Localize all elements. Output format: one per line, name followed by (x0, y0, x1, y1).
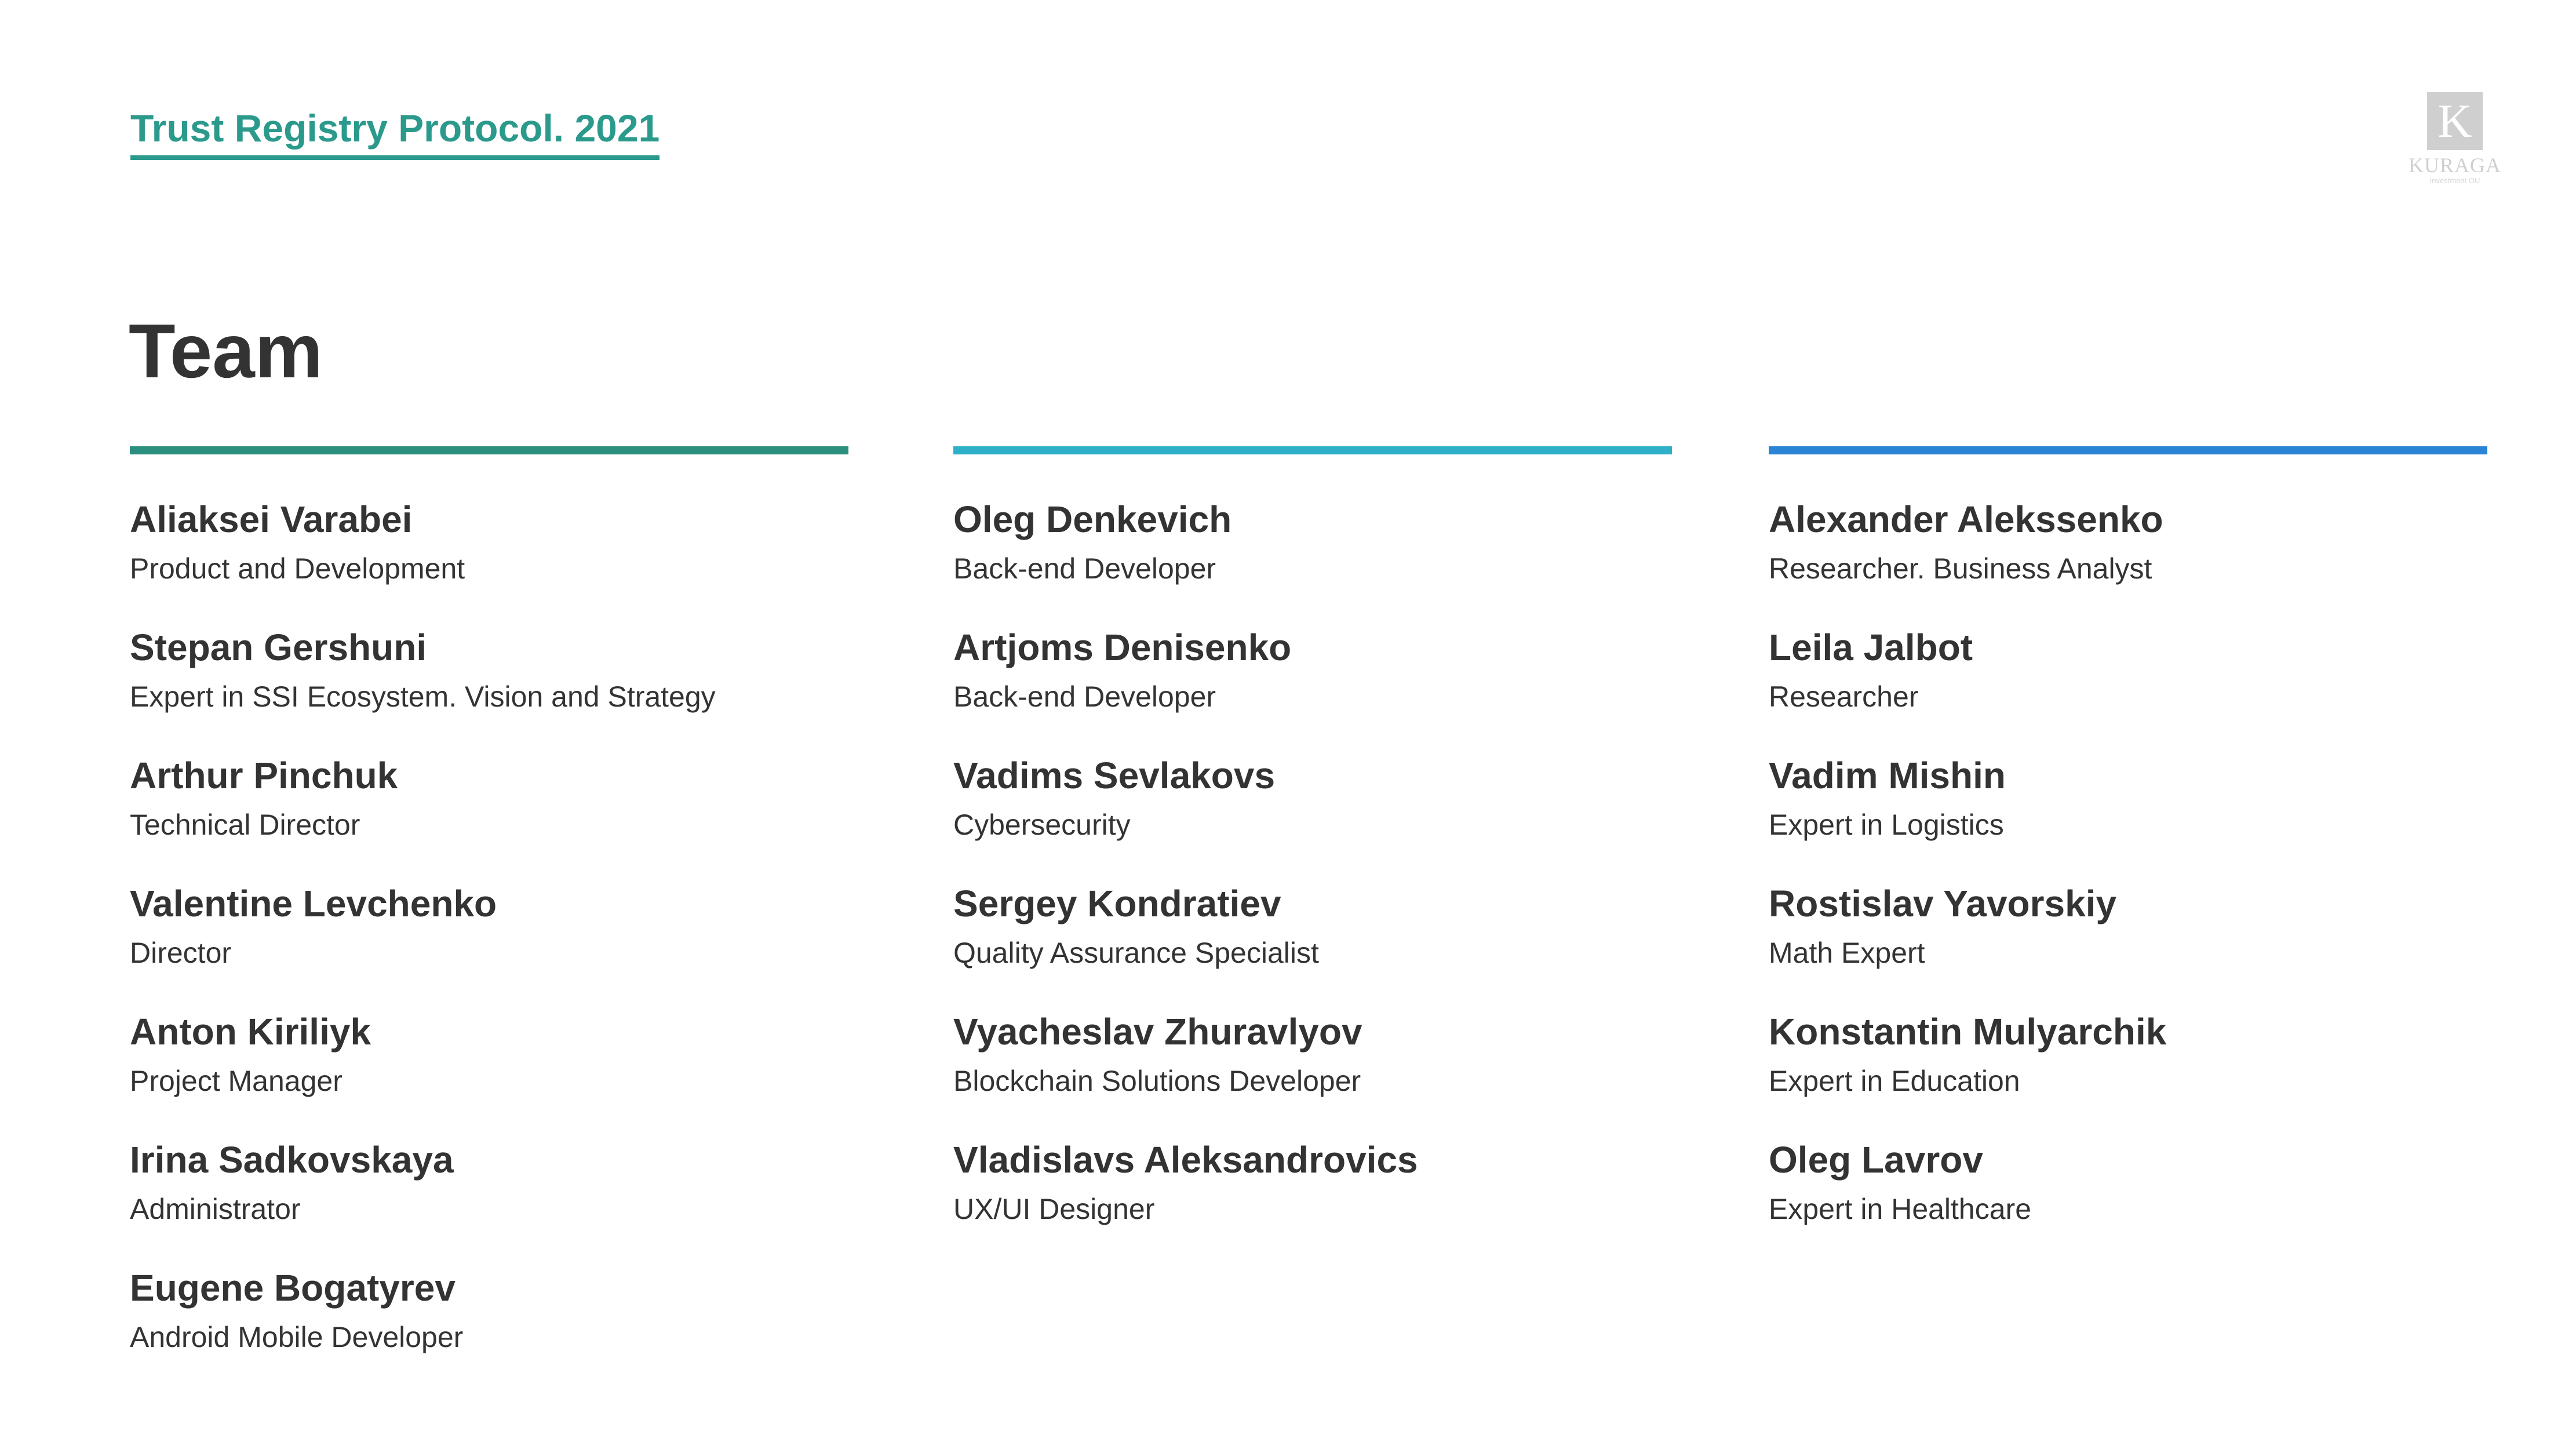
member-name: Leila Jalbot (1769, 627, 1973, 668)
member-name: Konstantin Mulyarchik (1769, 1011, 2167, 1053)
team-member (953, 885, 1672, 1013)
member-name: Irina Sadkovskaya (130, 1139, 454, 1181)
column-divider-bar (130, 446, 848, 454)
member-name: Artjoms Denisenko (953, 627, 1292, 668)
member-role: Math Expert (1769, 937, 1925, 969)
member-name: Stepan Gershuni (130, 627, 427, 668)
member-role: Back-end Developer (953, 680, 1216, 713)
team-member (1769, 885, 2487, 1013)
team-member (953, 498, 1672, 629)
member-name: Eugene Bogatyrev (130, 1267, 456, 1309)
member-role: Blockchain Solutions Developer (953, 1065, 1361, 1097)
team-member (130, 1269, 848, 1397)
document-header-title: Trust Registry Protocol. 2021 (130, 109, 660, 160)
team-member (953, 757, 1672, 885)
team-column-2 (953, 446, 1672, 1269)
team-column-1 (130, 446, 848, 1397)
member-role: Researcher (1769, 680, 1919, 713)
company-logo (2405, 90, 2509, 194)
member-role: Cybersecurity (953, 809, 1131, 841)
member-role: Product and Development (130, 552, 465, 585)
member-list (130, 498, 848, 1397)
member-name: Vadims Sevlakovs (953, 755, 1276, 796)
team-member (953, 1141, 1672, 1269)
member-name: Anton Kiriliyk (130, 1011, 371, 1053)
member-name: Vyacheslav Zhuravlyov (953, 1011, 1362, 1053)
team-member (1769, 629, 2487, 757)
column-divider-bar (1769, 446, 2487, 454)
team-member (1769, 498, 2487, 629)
member-list (953, 498, 1672, 1269)
team-member (130, 757, 848, 885)
member-role: Director (130, 937, 232, 969)
team-member (130, 498, 848, 629)
member-role: Android Mobile Developer (130, 1321, 464, 1353)
member-name: Oleg Lavrov (1769, 1139, 1983, 1181)
member-name: Arthur Pinchuk (130, 755, 398, 796)
member-role: Researcher. Business Analyst (1769, 552, 2152, 585)
member-name: Vadim Mishin (1769, 755, 2006, 796)
member-role: Project Manager (130, 1065, 343, 1097)
team-member (953, 629, 1672, 757)
member-name: Vladislavs Aleksandrovics (953, 1139, 1418, 1181)
member-role: Technical Director (130, 809, 360, 841)
page-title: Team (129, 308, 323, 394)
member-name: Sergey Kondratiev (953, 883, 1281, 924)
member-name: Aliaksei Varabei (130, 498, 413, 540)
member-role: Expert in Healthcare (1769, 1193, 2032, 1225)
member-role: Expert in Logistics (1769, 809, 2004, 841)
member-role: UX/UI Designer (953, 1193, 1155, 1225)
member-role: Administrator (130, 1193, 301, 1225)
team-member (130, 885, 848, 1013)
member-role: Expert in SSI Ecosystem. Vision and Strategy (130, 680, 716, 713)
member-role: Expert in Education (1769, 1065, 2020, 1097)
team-member (130, 629, 848, 757)
logo-mark-icon: K (2427, 92, 2483, 150)
team-member (1769, 1141, 2487, 1269)
team-member (953, 1013, 1672, 1141)
team-member (130, 1141, 848, 1269)
team-member (130, 1013, 848, 1141)
team-member (1769, 757, 2487, 885)
team-member (1769, 1013, 2487, 1141)
member-name: Oleg Denkevich (953, 498, 1232, 540)
member-name: Alexander Alekssenko (1769, 498, 2163, 540)
member-name: Rostislav Yavorskiy (1769, 883, 2117, 924)
column-divider-bar (953, 446, 1672, 454)
member-name: Valentine Levchenko (130, 883, 497, 924)
member-role: Quality Assurance Specialist (953, 937, 1319, 969)
logo-subtitle: Investment OU (2429, 176, 2480, 185)
member-list (1769, 498, 2487, 1269)
member-role: Back-end Developer (953, 552, 1216, 585)
logo-name: KURAGA (2408, 154, 2501, 177)
team-column-3 (1769, 446, 2487, 1269)
